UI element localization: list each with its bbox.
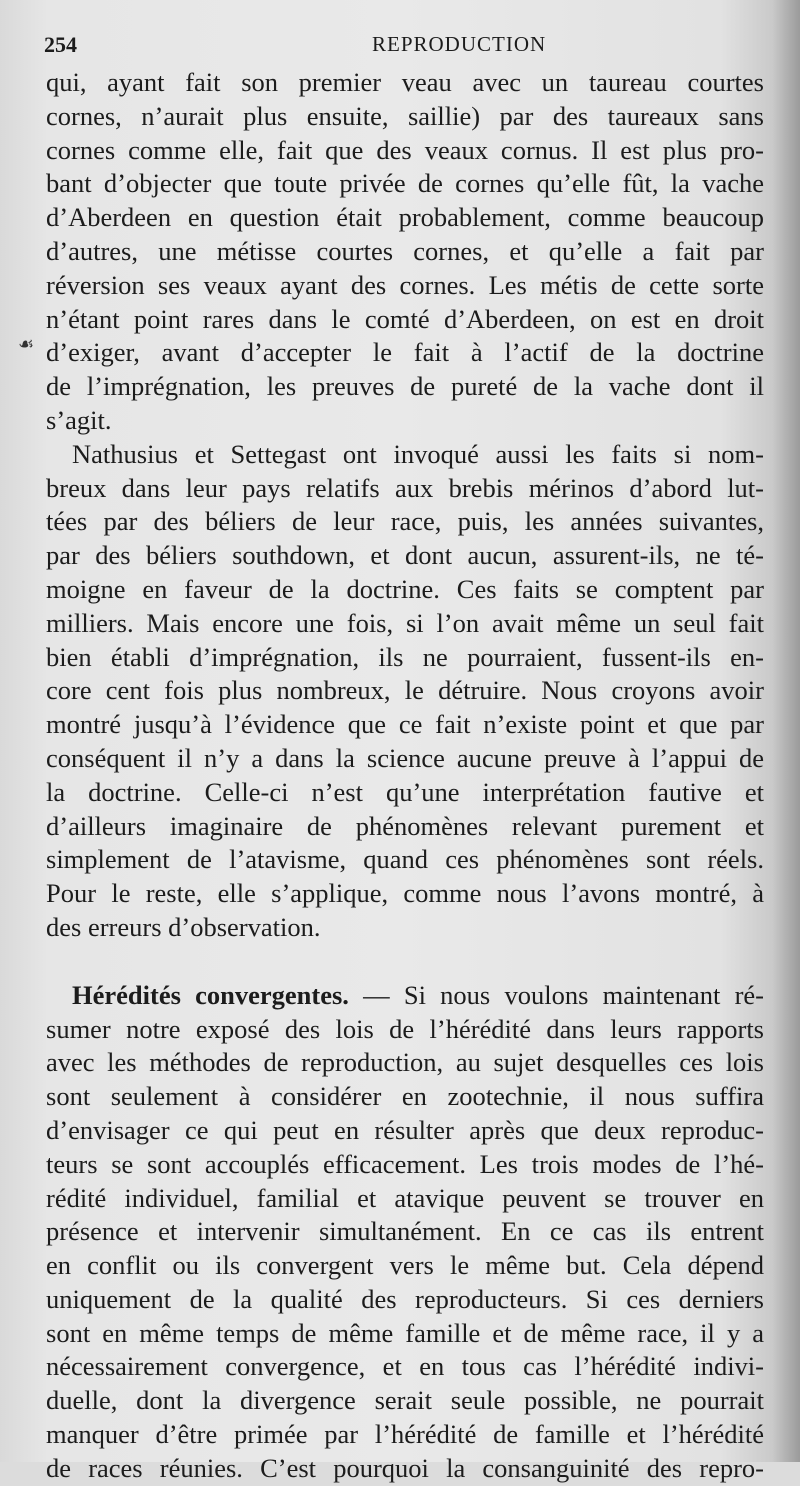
text-line: de l’imprégnation, les preuves de pureté de la vache dont il [46, 371, 764, 402]
text-line: duelle, dont la divergence serait seule possible, ne pourrait [46, 1385, 764, 1416]
text-line: bant d’objecter que toute privée de cornes qu’elle fût, la vache [46, 168, 764, 199]
text-line: de races réunies. C’est pourquoi la consanguinité des repro- [46, 1452, 764, 1483]
section-heading-line [46, 979, 764, 1013]
paragraph-2 [46, 438, 764, 945]
text-line: avec les méthodes de reproduction, au sujet desquelles ces lois [46, 1047, 764, 1078]
paragraph-gap [46, 945, 764, 979]
page-header [44, 28, 760, 60]
text-line: s’agit. [46, 404, 112, 435]
section-heading: Hérédités convergentes. [72, 979, 349, 1010]
text-line: d’exiger, avant d’accepter le fait à l’actif de la doctrine [46, 337, 764, 368]
text-line: par des béliers southdown, et dont aucun, assurent-ils, ne té- [46, 540, 764, 571]
text-line: simplement de l’atavisme, quand ces phénomènes sont réels. [46, 844, 764, 875]
text-line: d’ailleurs imaginaire de phénomènes relevant purement et [46, 810, 764, 841]
paragraph-3 [46, 979, 764, 1486]
text-line: qui, ayant fait son premier veau avec un taureau courtes [46, 67, 764, 97]
text-line: bien établi d’imprégnation, ils ne pourraient, fussent-ils en- [46, 641, 764, 672]
text-line: nécessairement convergence, et en tous cas l’hérédité indivi- [46, 1351, 764, 1382]
text-line: core cent fois plus nombreux, le détruire. Nous croyons avoir [46, 675, 764, 706]
text-line: d’envisager ce qui peut en résulter après que deux reproduc- [46, 1114, 764, 1145]
text-line: présence et intervenir simultanément. En ce cas ils entrent [46, 1216, 764, 1247]
paragraph-1 [46, 66, 764, 438]
page-number: 254 [44, 32, 77, 57]
body-text [46, 66, 764, 1486]
text-line: d’Aberdeen en question était probablement, comme beaucoup [46, 202, 764, 233]
text-line: Pour le reste, elle s’applique, comme nous l’avons montré, à [46, 878, 764, 909]
text-line: d’autres, une métisse courtes cornes, et qu’elle a fait par [46, 235, 764, 266]
text-line: sont seulement à considérer en zootechnie, il nous suffira [46, 1081, 764, 1112]
text-line: rédité individuel, familial et atavique peuvent se trouver en [46, 1182, 764, 1213]
text-line: cornes, n’aurait plus ensuite, saillie) par des taureaux sans [46, 100, 764, 131]
text-line: montré jusqu’à l’évidence que ce fait n’existe point et que par [46, 709, 764, 740]
text-line: conséquent il n’y a dans la science aucune preuve à l’appui de [46, 742, 764, 773]
text-fragment: — Si nous voulons maintenant ré- [348, 979, 764, 1010]
text-line: en conflit ou ils convergent vers le même but. Cela dépend [46, 1250, 764, 1281]
text-line: Nathusius et Settegast ont invoqué aussi les faits si nom- [72, 438, 764, 469]
text-line: uniquement de la qualité des reproducteurs. Si ces derniers [46, 1283, 764, 1314]
text-line: manquer d’être primée par l’hérédité de famille et l’hérédité [46, 1419, 764, 1450]
text-line: réversion ses veaux ayant des cornes. Les métis de cette sorte [46, 269, 764, 300]
text-line: cornes comme elle, fait que des veaux cornus. Il est plus pro- [46, 134, 764, 165]
text-line: breux dans leur pays relatifs aux brebis mérinos d’abord lut- [46, 472, 764, 503]
text-line: la doctrine. Celle-ci n’est qu’une interprétation fautive et [46, 776, 764, 807]
running-head: REPRODUCTION [372, 32, 547, 56]
text-line: tées par des béliers de leur race, puis, les années suivantes, [46, 506, 764, 537]
text-line: moigne en faveur de la doctrine. Ces faits se comptent par [46, 573, 764, 604]
text-line: n’étant point rares dans le comté d’Aberdeen, on est en droit [46, 303, 764, 334]
margin-mark: ☙ [18, 334, 35, 354]
text-line: teurs se sont accouplés efficacement. Les trois modes de l’hé- [46, 1148, 764, 1179]
text-line: des erreurs d’observation. [46, 911, 321, 942]
text-line: sont en même temps de même famille et de même race, il y a [46, 1317, 764, 1348]
text-line: milliers. Mais encore une fois, si l’on avait même un seul fait [46, 607, 764, 638]
text-line: sumer notre exposé des lois de l’hérédité dans leurs rapports [46, 1013, 764, 1044]
